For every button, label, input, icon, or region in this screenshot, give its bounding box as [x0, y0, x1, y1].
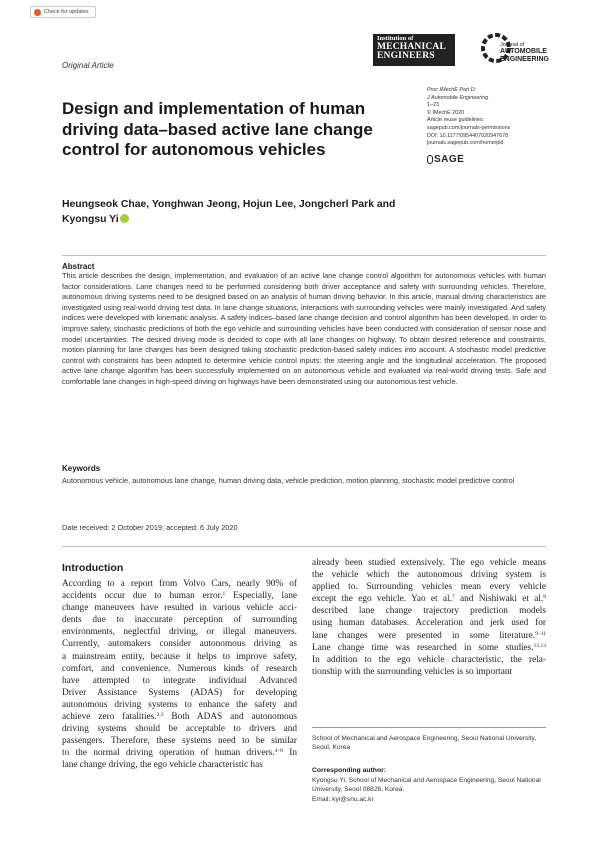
- author-list: [62, 197, 442, 227]
- meta-reuse: Article reuse guidelines:: [427, 117, 485, 124]
- publisher-logo-line1: Institution of: [377, 35, 414, 42]
- abstract-heading: Abstract: [62, 262, 95, 271]
- text-line: have attempted to integrate individual Advanced: [62, 675, 297, 686]
- divider: [62, 546, 546, 547]
- citation[interactable]: 2,3: [156, 712, 164, 719]
- meta-reuse-link[interactable]: sagepub.com/journals-permissions: [427, 124, 511, 131]
- text-line: described lane change trajectory prediction models: [312, 606, 546, 617]
- text-line: the vehicle which the autonomous driving system is: [312, 570, 546, 581]
- corresponding-text: Kyongsu Yi, School of Mechanical and Aerospace Engineering, Seoul National University, Seoul 08826, Korea.: [312, 777, 541, 794]
- paper-title: Design and implementation of human driving data–based active lane change control for autonomous vehicles: [62, 99, 373, 159]
- text-line: driving systems should be acceptable to drivers and: [62, 724, 297, 735]
- journal-logo-line3: ENGINEERING: [500, 55, 550, 63]
- text-line: [312, 630, 546, 642]
- citation[interactable]: 7: [451, 594, 455, 601]
- text-run: Especially, lane: [225, 591, 297, 602]
- text-line: tionship with the surrounding vehicles is so important: [312, 666, 513, 677]
- citation[interactable]: 8: [543, 594, 546, 601]
- text-line: lane change driving, the ego vehicle characteristic has: [62, 760, 263, 771]
- sage-s-icon: [427, 155, 433, 164]
- meta-home-link[interactable]: journals.sagepub.com/home/pid: [427, 140, 504, 147]
- journal-logo: [478, 28, 556, 78]
- intro-column-right: [312, 557, 546, 678]
- text-line: Currently, automakers consider autonomous driving as: [62, 639, 297, 650]
- journal-logo-line2: AUTOMOBILE: [500, 48, 547, 56]
- text-line: applied to. Surrounding vehicles mean every vehicle: [312, 582, 546, 593]
- check-for-updates-badge[interactable]: [30, 6, 96, 18]
- text-line: [312, 593, 546, 605]
- publisher-logo-line3: ENGINEERS: [377, 51, 435, 61]
- affiliation: School of Mechanical and Aerospace Engineering, Seoul National University, Seoul, Korea: [312, 735, 537, 752]
- journal-logo-text: [500, 42, 549, 63]
- text-line: passengers. Therefore, these systems need to be similar: [62, 736, 297, 747]
- text-run: and Nishiwaki et al.: [454, 594, 544, 605]
- text-line: a mainstream entity, because it helps to improve safety,: [62, 651, 297, 662]
- keywords-heading: Keywords: [62, 464, 101, 473]
- meta-pages: 1–23: [427, 102, 439, 109]
- footnote-divider: [312, 727, 546, 728]
- citation[interactable]: 1: [222, 591, 226, 598]
- text-line: using human databases. Acceleration and jerk used for: [312, 618, 546, 629]
- text-line: [312, 642, 546, 654]
- intro-column-left: [62, 578, 297, 772]
- text-line: [62, 711, 297, 723]
- divider: [62, 255, 546, 256]
- introduction-heading: Introduction: [62, 562, 124, 574]
- check-updates-label: Check for updates: [44, 9, 89, 15]
- text-run: achieve zero fatalities.: [62, 712, 157, 723]
- citation[interactable]: 12,13: [533, 642, 546, 649]
- orcid-icon[interactable]: [120, 214, 129, 223]
- text-run: In: [282, 748, 297, 759]
- meta-journal-2: J Automobile Engineering: [427, 94, 489, 101]
- text-line: In addition to the ego vehicle characteristic, the rela-: [312, 654, 546, 665]
- text-line: comfort, and convenience. Numerous kinds of research: [62, 663, 297, 674]
- text-line: [62, 590, 297, 602]
- text-run: Lane change time was researched in some studies.: [312, 642, 534, 653]
- text-run: accidents occur due to human error.: [62, 591, 223, 602]
- text-run: to the normal driving operation of human drivers.: [62, 748, 275, 759]
- text-line: environments, neglectful driving, or illegal maneuvers.: [62, 627, 297, 638]
- abstract-text: This article describes the design, implementation, and evaluation of an active lane change control algorithm for autonomous vehicles with human factor considerations. Lane changes need to be performed considering both driver acceptance and safety with surrounding vehicles. Therefore, autonomous driving systems need to be designed based on an analysis of human driving behavior. In this article, manual driving characteristics are investigated using real-world driving test data. In lane change situations, interactions with surrounding vehicles were mainly investigated. And safety indices were developed with kinematic analysis. A safety indices–based lane change decision and control algorithm has been developed. In order to improve safety, stochastic predictions of both the ego vehicle and surrounding vehicles have been conducted with consideration of sensor noise and model uncertainties. The desired driving mode is decided to cope with all lane changes on highway. To obtain desired reference and constraints, motion planning for lane changes has been designed taking stochastic prediction-based safety indices into account. A stochastic model predictive control with constraints has been adopted to determine vehicle control inputs: the steering angle and the longitudinal acceleration. The proposed active lane change algorithm has been successfully implemented on an autonomous vehicle and evaluated via real-world driving tests. Safe and comfortable lane changes in high-speed driving on highways have been demonstrated using our autonomous test vehicle.: [62, 271, 546, 386]
- text-line: already been studied extensively. The ego vehicle means: [312, 558, 546, 568]
- text-run: Both ADAS and autonomous: [163, 712, 297, 723]
- text-line: dents due to inaccurate perception of surrounding: [62, 615, 297, 626]
- publisher-logo-line2: MECHANICAL: [377, 41, 447, 52]
- sage-logo: [427, 154, 464, 165]
- text-line: [62, 747, 297, 759]
- dates-line: Date received: 2 October 2019; accepted: 6 July 2020: [62, 523, 238, 532]
- text-line: Driver Assistance Systems (ADAS) for developing: [62, 687, 297, 698]
- keywords-text: Autonomous vehicle, autonomous lane change, human driving data, vehicle prediction, motion planning, stochastic model predictive control: [62, 476, 515, 485]
- meta-journal: Proc IMechE Part D:: [427, 87, 477, 93]
- imeche-logo: [373, 34, 455, 66]
- citation[interactable]: 4–6: [274, 748, 283, 755]
- crossmark-icon: [34, 9, 41, 16]
- meta-copyright: © IMechE 2020: [427, 109, 465, 116]
- text-run: except the ego vehicle. Yao et al.: [312, 594, 452, 605]
- authors-line2: Kyongsu Yi: [62, 214, 119, 225]
- text-line: change maneuvers have resulted in various vehicle acci-: [62, 603, 297, 614]
- journal-logo-line1: Journal of: [500, 42, 525, 48]
- journal-meta: [427, 87, 557, 148]
- meta-doi-link[interactable]: DOI: 10.1177/0954407020947678: [427, 132, 509, 139]
- text-line: According to a report from Volvo Cars, nearly 90% of: [62, 579, 297, 589]
- text-line: autonomous driving systems to enhance the safety and: [62, 699, 297, 710]
- article-type: Original Article: [62, 61, 114, 70]
- text-run: lane changes were presented in some literature.: [312, 630, 536, 641]
- corresponding-heading: Corresponding author:: [312, 767, 387, 774]
- authors-line1: Heungseok Chae, Yonghwan Jeong, Hojun Lee, Jongcherl Park and: [62, 199, 396, 210]
- citation[interactable]: 9–11: [535, 630, 546, 637]
- corresponding-email[interactable]: Email: kyi@snu.ac.kr: [312, 795, 374, 803]
- sage-logo-text: SAGE: [434, 154, 465, 165]
- corresponding-author: [312, 776, 546, 804]
